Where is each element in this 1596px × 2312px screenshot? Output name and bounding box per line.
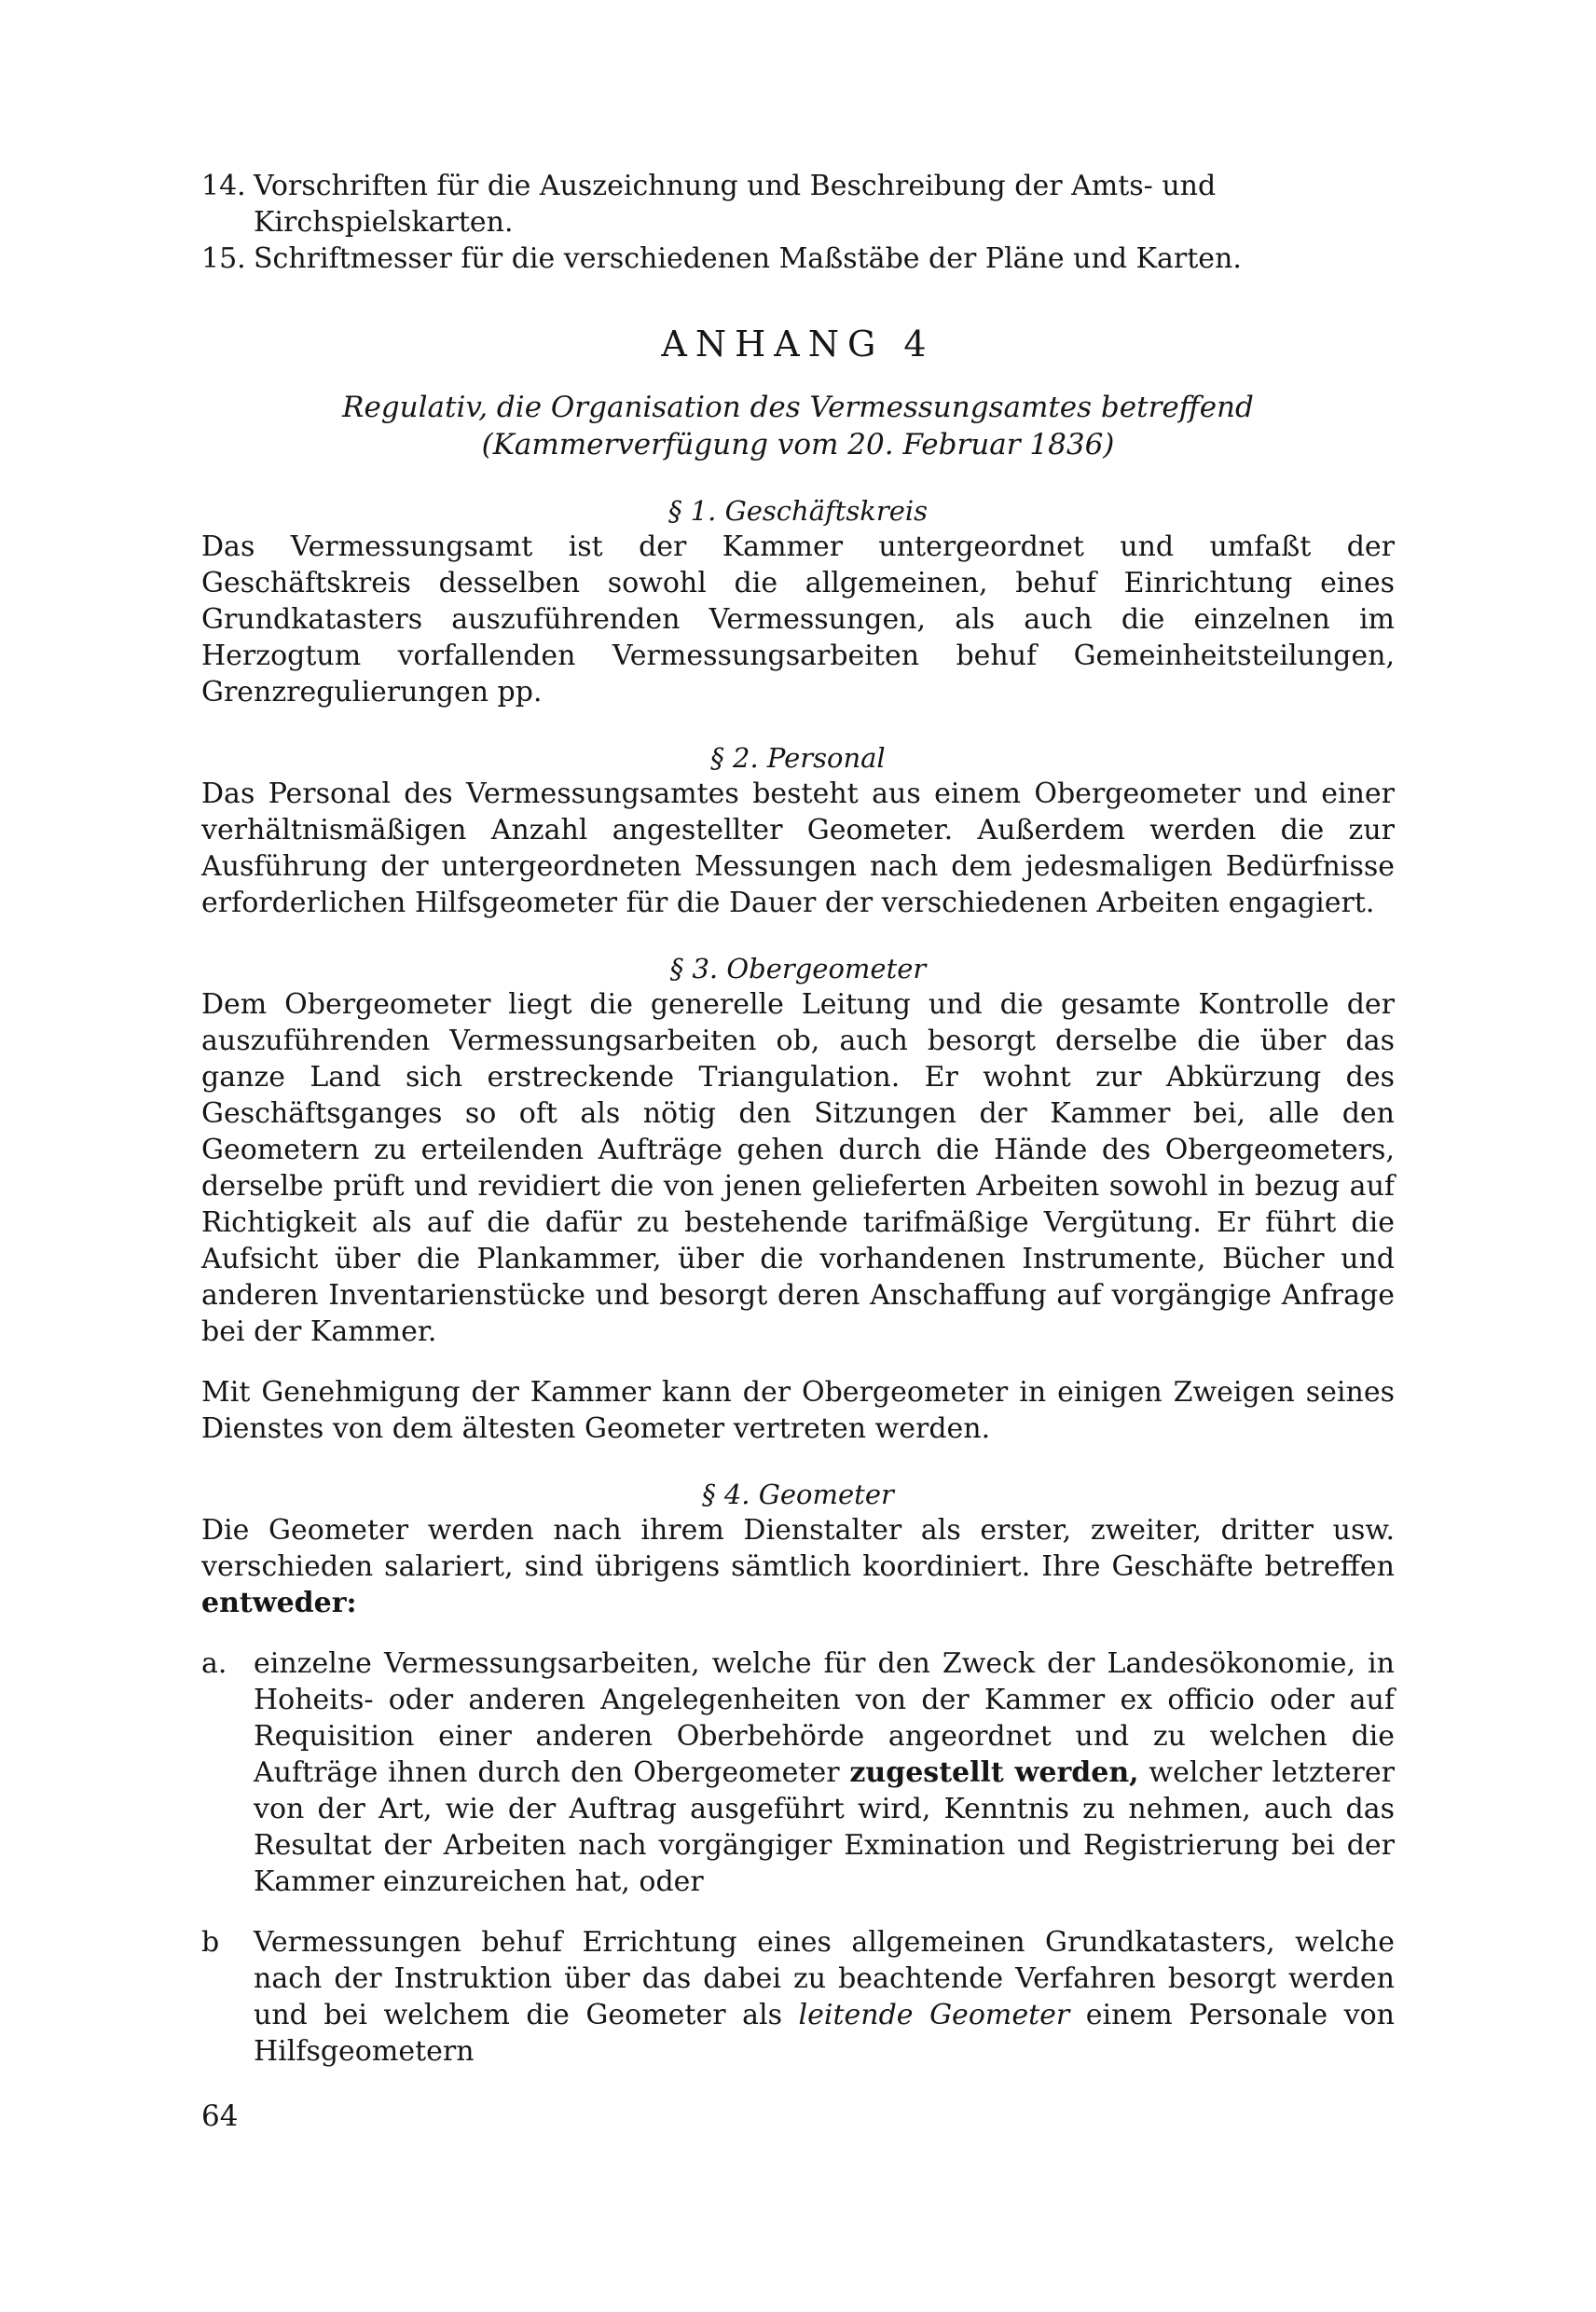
section-body-4-emphasis: entweder: — [201, 1587, 357, 1619]
appendix-subtitle — [201, 389, 1395, 463]
section-body-4-text: Die Geometer werden nach ihrem Dienstalter als erster, zweiter, dritter usw. verschieden salariert, sind übrigens sämtlich koordiniert. Ihre Geschäfte betreffen — [201, 1514, 1395, 1583]
section-body-3-paragraph-2: Mit Genehmigung der Kammer kann der Obergeometer in einigen Zweigen seines Dienstes von dem ältesten Geometer vertreten werden. — [201, 1376, 1395, 1445]
sub-item-text — [254, 1924, 1395, 2070]
sub-item-a-emphasis: zugestellt werden, — [849, 1756, 1139, 1789]
list-number: 14. — [201, 170, 246, 202]
section-heading-3: § 3. Obergeometer — [669, 953, 927, 984]
sub-item-a-text-1: einzelne Vermessungsarbeiten, welche für den Zweck der Landesökonomie, in Hoheits- oder anderen Angelegenheiten von der Kammer ex officio oder auf Requisition einer anderen Oberbehörde angeordnet und zu welchen die Aufträge ihnen durch den Obergeometer — [254, 1647, 1395, 1789]
page-number: 64 — [201, 2099, 239, 2133]
sub-item-text — [254, 1645, 1395, 1900]
sub-item-b-text-2: einem Personale von Hilfsgeometern — [254, 1999, 1395, 2068]
appendix-subtitle-line-1: Regulativ, die Organisation des Vermessungsamtes betreffend — [342, 391, 1254, 424]
appendix-title: ANHANG 4 — [661, 323, 935, 365]
appendix-subtitle-line-2: (Kammerverfügung vom 20. Februar 1836) — [481, 428, 1115, 461]
sub-item-a-text-2: welcher letzterer von der Art, wie der Auftrag ausgeführt wird, Kenntnis zu nehmen, auch das Resultat der Arbeiten nach vorgängiger Exmination und Registrierung bei der Kammer einzureichen hat, oder — [254, 1756, 1395, 1898]
list-item-14 — [201, 168, 1395, 241]
sub-item-b-italic: leitende Geometer — [798, 1999, 1070, 2031]
document-page — [201, 168, 1395, 2070]
section-body-2: Das Personal des Vermessungsamtes besteht aus einem Obergeometer und einer verhältnismäßigen Anzahl angestellter Geometer. Außerdem werden die zur Ausführung der untergeordneten Messungen nach dem jedesmaligen Bedürfnisse erforderlichen Hilfsgeometer für die Dauer der verschiedenen Arbeiten engagiert. — [201, 778, 1395, 919]
section-heading-1: § 1. Geschäftskreis — [667, 495, 929, 527]
sub-item-b-text-1: Vermessungen behuf Errichtung eines allgemeinen Grundkatasters, welche nach der Instruktion über das dabei zu beachtende Verfahren besorgt werden und bei welchem die Geometer als — [254, 1926, 1395, 2031]
section-body-1: Das Vermessungsamt ist der Kammer untergeordnet und umfaßt der Geschäftskreis desselben sowohl die allgemeinen, behuf Einrichtung eines Grundkatasters auszuführenden Vermessungen, als auch die einzelnen im Herzogtum vorfallenden Vermessungsarbeiten behuf Gemeinheitsteilungen, Grenzregulierungen pp. — [201, 530, 1395, 709]
list-text: Vorschriften für die Auszeichnung und Beschreibung der Amts- und Kirchspielskarten. — [254, 170, 1217, 239]
sub-item-a — [201, 1645, 1395, 1900]
section-heading-2: § 2. Personal — [710, 742, 886, 774]
sub-item-b — [201, 1924, 1395, 2070]
list-number: 15. — [201, 242, 246, 275]
section-body-4 — [201, 1512, 1395, 1621]
sub-item-label: b — [201, 1926, 220, 1959]
sub-item-label: a. — [201, 1647, 227, 1680]
section-body-3: Dem Obergeometer liegt die generelle Leitung und die gesamte Kontrolle der auszuführenden Vermessungsarbeiten ob, auch besorgt derselbe die über das ganze Land sich erstreckende Triangulation. Er wohnt zur Abkürzung des Geschäftsganges so oft als nötig den Sitzungen der Kammer bei, alle den Geometern zu erteilenden Aufträge gehen durch die Hände des Obergeometers, derselbe prüft und revidiert die von jenen gelieferten Arbeiten sowohl in bezug auf Richtigkeit als auf die dafür zu bestehende tarifmäßige Vergütung. Er führt die Aufsicht über die Plankammer, über die vorhandenen Instrumente, Bücher und anderen Inventarienstücke und besorgt deren Anschaffung auf vorgängige Anfrage bei der Kammer. — [201, 988, 1395, 1348]
list-item-15 — [201, 241, 1395, 277]
list-text: Schriftmesser für die verschiedenen Maßstäbe der Pläne und Karten. — [254, 242, 1242, 275]
section-heading-4: § 4. Geometer — [702, 1479, 894, 1510]
